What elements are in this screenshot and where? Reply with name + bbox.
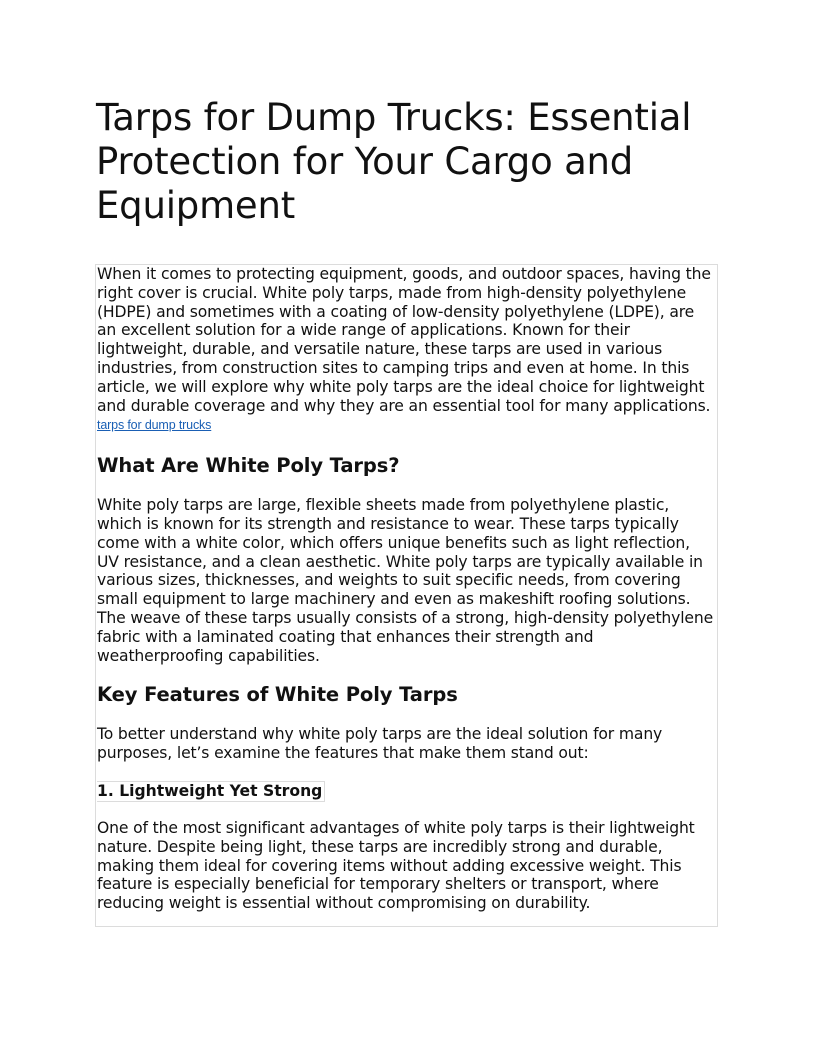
document-title: Tarps for Dump Trucks: Essential Protection for Your Cargo and Equipment	[96, 96, 692, 227]
subheading-box	[97, 781, 325, 802]
intro-text: When it comes to protecting equipment, goods, and outdoor spaces, having the right cover is crucial. White poly tarps, made from high-density polyethylene (HDPE) and sometimes with a coating of low-density polyethylene (LDPE), are an excellent solution for a wide range of applications. Known for their lightweight, durable, and versatile nature, these tarps are used in various industries, from construction sites to camping trips and even at home. In this article, we will explore why white poly tarps are the ideal choice for lightweight and durable coverage and why they are an essential tool for many applications.	[97, 265, 711, 415]
paragraph-lightweight: One of the most significant advantages of white poly tarps is their lightweight nature. Despite being light, these tarps are incredibly strong and durable, making them ideal for covering items without adding excessive weight. This feature is especially beneficial for temporary shelters or transport, where reducing weight is essential without compromising on durability.	[97, 818, 695, 913]
article-content	[95, 264, 718, 927]
section-paragraph-key-features: To better understand why white poly tarps are the ideal solution for many purposes, let’s examine the features that make them stand out:	[97, 725, 663, 763]
section-heading-key-features: Key Features of White Poly Tarps	[97, 683, 458, 707]
section-paragraph-what-are: White poly tarps are large, flexible sheets made from polyethylene plastic, which is known for its strength and resistance to wear. These tarps typically come with a white color, which offers unique benefits such as light reflection, UV resistance, and a clean aesthetic. White poly tarps are typically available in various sizes, thicknesses, and weights to suit specific needs, from covering small equipment to large machinery and even as makeshift roofing solutions. The weave of these tarps usually consists of a strong, high-density polyethylene fabric with a laminated coating that enhances their strength and weatherproofing capabilities.	[97, 496, 714, 665]
section-heading-what-are: What Are White Poly Tarps?	[97, 454, 400, 478]
intro-paragraph	[97, 265, 716, 435]
document-page	[96, 96, 721, 913]
subheading-lightweight: 1. Lightweight Yet Strong	[97, 781, 323, 800]
tarps-link[interactable]: tarps for dump trucks	[97, 418, 212, 433]
